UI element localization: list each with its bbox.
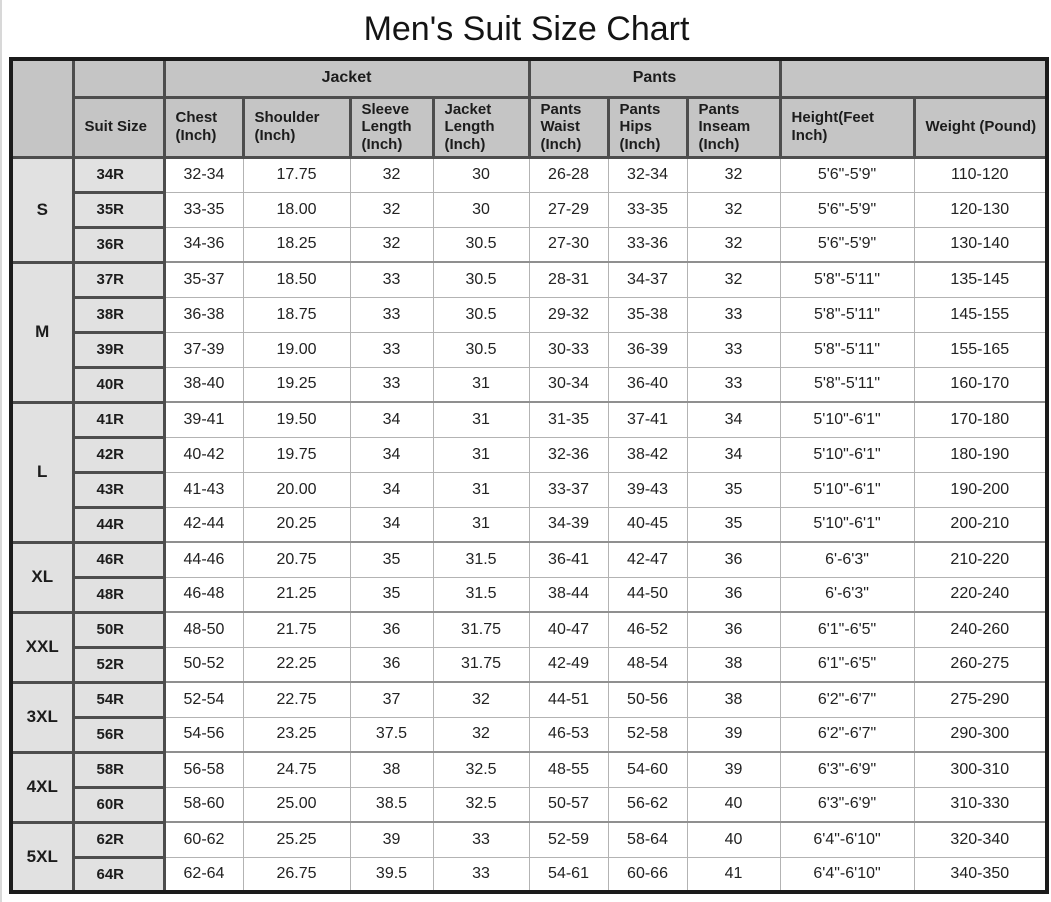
data-cell: 38-44 <box>529 577 608 612</box>
data-cell: 36-41 <box>529 542 608 577</box>
column-header: Chest (Inch) <box>164 97 243 157</box>
data-cell: 32 <box>350 192 433 227</box>
data-cell: 22.25 <box>243 647 350 682</box>
data-cell: 18.75 <box>243 297 350 332</box>
data-cell: 5'8"-5'11" <box>780 262 914 297</box>
data-cell: 260-275 <box>914 647 1047 682</box>
data-cell: 21.25 <box>243 577 350 612</box>
size-cell: 43R <box>73 472 164 507</box>
table-row <box>11 367 1047 402</box>
group-cell: M <box>11 262 73 402</box>
data-cell: 6'4"-6'10" <box>780 822 914 857</box>
data-cell: 34-37 <box>608 262 687 297</box>
table-row <box>11 472 1047 507</box>
data-cell: 180-190 <box>914 437 1047 472</box>
data-cell: 21.75 <box>243 612 350 647</box>
data-cell: 50-56 <box>608 682 687 717</box>
data-cell: 37.5 <box>350 717 433 752</box>
data-cell: 44-46 <box>164 542 243 577</box>
table-row <box>11 612 1047 647</box>
table-row <box>11 507 1047 542</box>
size-cell: 36R <box>73 227 164 262</box>
data-cell: 33-35 <box>608 192 687 227</box>
size-cell: 42R <box>73 437 164 472</box>
pants-band-header: Pants <box>529 59 780 97</box>
data-cell: 20.00 <box>243 472 350 507</box>
data-cell: 36 <box>350 647 433 682</box>
data-cell: 32 <box>350 227 433 262</box>
data-cell: 5'8"-5'11" <box>780 297 914 332</box>
column-header-row <box>11 97 1047 157</box>
column-header: Shoulder (Inch) <box>243 97 350 157</box>
size-cell: 60R <box>73 787 164 822</box>
data-cell: 31.75 <box>433 612 529 647</box>
data-cell: 240-260 <box>914 612 1047 647</box>
data-cell: 32 <box>687 262 780 297</box>
column-header: Pants Waist (Inch) <box>529 97 608 157</box>
table-row <box>11 822 1047 857</box>
data-cell: 34-39 <box>529 507 608 542</box>
size-cell: 58R <box>73 752 164 787</box>
data-cell: 17.75 <box>243 157 350 192</box>
data-cell: 54-56 <box>164 717 243 752</box>
data-cell: 310-330 <box>914 787 1047 822</box>
data-cell: 38.5 <box>350 787 433 822</box>
data-cell: 170-180 <box>914 402 1047 437</box>
data-cell: 30.5 <box>433 262 529 297</box>
data-cell: 6'3"-6'9" <box>780 752 914 787</box>
size-cell: 62R <box>73 822 164 857</box>
data-cell: 5'6"-5'9" <box>780 227 914 262</box>
data-cell: 29-32 <box>529 297 608 332</box>
table-row <box>11 192 1047 227</box>
data-cell: 320-340 <box>914 822 1047 857</box>
data-cell: 25.00 <box>243 787 350 822</box>
suit-size-table <box>9 57 1049 894</box>
data-cell: 36-39 <box>608 332 687 367</box>
data-cell: 6'-6'3" <box>780 542 914 577</box>
data-cell: 54-61 <box>529 857 608 892</box>
data-cell: 36-38 <box>164 297 243 332</box>
data-cell: 50-57 <box>529 787 608 822</box>
data-cell: 40 <box>687 787 780 822</box>
data-cell: 31 <box>433 472 529 507</box>
data-cell: 31-35 <box>529 402 608 437</box>
group-cell: 5XL <box>11 822 73 892</box>
table-row <box>11 297 1047 332</box>
group-cell: 3XL <box>11 682 73 752</box>
group-cell: S <box>11 157 73 262</box>
data-cell: 32 <box>687 157 780 192</box>
table-body <box>11 157 1047 892</box>
data-cell: 58-60 <box>164 787 243 822</box>
table-header <box>11 59 1047 157</box>
table-row <box>11 647 1047 682</box>
size-cell: 46R <box>73 542 164 577</box>
data-cell: 25.25 <box>243 822 350 857</box>
data-cell: 33-35 <box>164 192 243 227</box>
data-cell: 37-41 <box>608 402 687 437</box>
data-cell: 6'1"-6'5" <box>780 647 914 682</box>
data-cell: 33 <box>687 332 780 367</box>
data-cell: 31 <box>433 507 529 542</box>
group-cell: 4XL <box>11 752 73 822</box>
data-cell: 200-210 <box>914 507 1047 542</box>
data-cell: 19.75 <box>243 437 350 472</box>
data-cell: 155-165 <box>914 332 1047 367</box>
size-cell: 39R <box>73 332 164 367</box>
data-cell: 48-50 <box>164 612 243 647</box>
data-cell: 34 <box>350 507 433 542</box>
data-cell: 5'10"-6'1" <box>780 507 914 542</box>
data-cell: 120-130 <box>914 192 1047 227</box>
data-cell: 46-48 <box>164 577 243 612</box>
jacket-band-header: Jacket <box>164 59 529 97</box>
data-cell: 48-55 <box>529 752 608 787</box>
data-cell: 24.75 <box>243 752 350 787</box>
data-cell: 5'10"-6'1" <box>780 472 914 507</box>
data-cell: 39-41 <box>164 402 243 437</box>
data-cell: 32 <box>687 192 780 227</box>
data-cell: 26.75 <box>243 857 350 892</box>
data-cell: 130-140 <box>914 227 1047 262</box>
data-cell: 220-240 <box>914 577 1047 612</box>
data-cell: 30-33 <box>529 332 608 367</box>
data-cell: 33-36 <box>608 227 687 262</box>
data-cell: 110-120 <box>914 157 1047 192</box>
data-cell: 39 <box>687 717 780 752</box>
data-cell: 39 <box>687 752 780 787</box>
data-cell: 30.5 <box>433 297 529 332</box>
data-cell: 36 <box>687 577 780 612</box>
table-row <box>11 787 1047 822</box>
data-cell: 33 <box>350 297 433 332</box>
data-cell: 62-64 <box>164 857 243 892</box>
data-cell: 33 <box>433 822 529 857</box>
data-cell: 40-45 <box>608 507 687 542</box>
data-cell: 6'-6'3" <box>780 577 914 612</box>
data-cell: 35-37 <box>164 262 243 297</box>
data-cell: 32 <box>687 227 780 262</box>
data-cell: 5'8"-5'11" <box>780 367 914 402</box>
suit-size-band-cell <box>73 59 164 97</box>
data-cell: 52-59 <box>529 822 608 857</box>
data-cell: 18.00 <box>243 192 350 227</box>
data-cell: 5'8"-5'11" <box>780 332 914 367</box>
column-header: Height(Feet Inch) <box>780 97 914 157</box>
data-cell: 42-47 <box>608 542 687 577</box>
data-cell: 33 <box>687 367 780 402</box>
table-row <box>11 157 1047 192</box>
data-cell: 44-51 <box>529 682 608 717</box>
data-cell: 5'6"-5'9" <box>780 157 914 192</box>
data-cell: 38-42 <box>608 437 687 472</box>
data-cell: 40-47 <box>529 612 608 647</box>
data-cell: 41-43 <box>164 472 243 507</box>
data-cell: 36 <box>350 612 433 647</box>
data-cell: 33 <box>350 332 433 367</box>
data-cell: 34 <box>350 472 433 507</box>
table-row <box>11 857 1047 892</box>
data-cell: 33-37 <box>529 472 608 507</box>
data-cell: 27-29 <box>529 192 608 227</box>
size-cell: 44R <box>73 507 164 542</box>
data-cell: 32 <box>433 717 529 752</box>
data-cell: 60-62 <box>164 822 243 857</box>
height-weight-band-cell <box>780 59 1047 97</box>
group-cell: L <box>11 402 73 542</box>
data-cell: 48-54 <box>608 647 687 682</box>
data-cell: 160-170 <box>914 367 1047 402</box>
size-cell: 48R <box>73 577 164 612</box>
data-cell: 52-58 <box>608 717 687 752</box>
column-header: Pants Inseam (Inch) <box>687 97 780 157</box>
data-cell: 6'2"-6'7" <box>780 682 914 717</box>
data-cell: 33 <box>350 367 433 402</box>
data-cell: 5'6"-5'9" <box>780 192 914 227</box>
size-cell: 64R <box>73 857 164 892</box>
size-cell: 34R <box>73 157 164 192</box>
data-cell: 32-34 <box>608 157 687 192</box>
data-cell: 18.50 <box>243 262 350 297</box>
data-cell: 38 <box>687 647 780 682</box>
size-cell: 50R <box>73 612 164 647</box>
data-cell: 34-36 <box>164 227 243 262</box>
data-cell: 300-310 <box>914 752 1047 787</box>
data-cell: 28-31 <box>529 262 608 297</box>
table-row <box>11 402 1047 437</box>
data-cell: 31 <box>433 367 529 402</box>
data-cell: 30.5 <box>433 332 529 367</box>
data-cell: 46-53 <box>529 717 608 752</box>
data-cell: 60-66 <box>608 857 687 892</box>
data-cell: 6'3"-6'9" <box>780 787 914 822</box>
data-cell: 35 <box>687 472 780 507</box>
data-cell: 33 <box>433 857 529 892</box>
data-cell: 6'2"-6'7" <box>780 717 914 752</box>
data-cell: 30 <box>433 192 529 227</box>
data-cell: 40-42 <box>164 437 243 472</box>
data-cell: 19.25 <box>243 367 350 402</box>
data-cell: 39.5 <box>350 857 433 892</box>
data-cell: 32 <box>350 157 433 192</box>
data-cell: 32.5 <box>433 752 529 787</box>
corner-cell <box>11 59 73 157</box>
data-cell: 32.5 <box>433 787 529 822</box>
data-cell: 26-28 <box>529 157 608 192</box>
column-header: Pants Hips (Inch) <box>608 97 687 157</box>
size-cell: 40R <box>73 367 164 402</box>
data-cell: 35 <box>350 542 433 577</box>
data-cell: 34 <box>687 402 780 437</box>
data-cell: 19.00 <box>243 332 350 367</box>
data-cell: 290-300 <box>914 717 1047 752</box>
data-cell: 135-145 <box>914 262 1047 297</box>
table-row <box>11 542 1047 577</box>
table-row <box>11 227 1047 262</box>
data-cell: 18.25 <box>243 227 350 262</box>
column-header: Suit Size <box>73 97 164 157</box>
data-cell: 31.5 <box>433 577 529 612</box>
data-cell: 34 <box>687 437 780 472</box>
data-cell: 20.25 <box>243 507 350 542</box>
column-header: Weight (Pound) <box>914 97 1047 157</box>
data-cell: 37-39 <box>164 332 243 367</box>
data-cell: 38 <box>350 752 433 787</box>
column-header: Sleeve Length (Inch) <box>350 97 433 157</box>
table-row <box>11 332 1047 367</box>
data-cell: 40 <box>687 822 780 857</box>
data-cell: 56-62 <box>608 787 687 822</box>
page-title: Men's Suit Size Chart <box>363 10 690 48</box>
size-cell: 56R <box>73 717 164 752</box>
data-cell: 27-30 <box>529 227 608 262</box>
table-row <box>11 262 1047 297</box>
group-cell: XL <box>11 542 73 612</box>
data-cell: 20.75 <box>243 542 350 577</box>
data-cell: 39 <box>350 822 433 857</box>
data-cell: 36 <box>687 542 780 577</box>
table-row <box>11 682 1047 717</box>
data-cell: 30 <box>433 157 529 192</box>
size-cell: 35R <box>73 192 164 227</box>
data-cell: 210-220 <box>914 542 1047 577</box>
data-cell: 39-43 <box>608 472 687 507</box>
data-cell: 30-34 <box>529 367 608 402</box>
data-cell: 145-155 <box>914 297 1047 332</box>
data-cell: 46-52 <box>608 612 687 647</box>
size-cell: 54R <box>73 682 164 717</box>
table-row <box>11 717 1047 752</box>
column-header: Jacket Length (Inch) <box>433 97 529 157</box>
data-cell: 275-290 <box>914 682 1047 717</box>
data-cell: 19.50 <box>243 402 350 437</box>
data-cell: 42-49 <box>529 647 608 682</box>
data-cell: 36-40 <box>608 367 687 402</box>
data-cell: 41 <box>687 857 780 892</box>
data-cell: 32 <box>433 682 529 717</box>
data-cell: 30.5 <box>433 227 529 262</box>
data-cell: 35-38 <box>608 297 687 332</box>
data-cell: 340-350 <box>914 857 1047 892</box>
data-cell: 31 <box>433 437 529 472</box>
data-cell: 35 <box>350 577 433 612</box>
data-cell: 38 <box>687 682 780 717</box>
data-cell: 6'4"-6'10" <box>780 857 914 892</box>
data-cell: 34 <box>350 437 433 472</box>
size-cell: 37R <box>73 262 164 297</box>
data-cell: 44-50 <box>608 577 687 612</box>
size-cell: 52R <box>73 647 164 682</box>
data-cell: 42-44 <box>164 507 243 542</box>
data-cell: 33 <box>350 262 433 297</box>
data-cell: 33 <box>687 297 780 332</box>
table-row <box>11 577 1047 612</box>
data-cell: 23.25 <box>243 717 350 752</box>
data-cell: 50-52 <box>164 647 243 682</box>
data-cell: 31 <box>433 402 529 437</box>
data-cell: 34 <box>350 402 433 437</box>
data-cell: 22.75 <box>243 682 350 717</box>
data-cell: 32-34 <box>164 157 243 192</box>
data-cell: 5'10"-6'1" <box>780 402 914 437</box>
data-cell: 56-58 <box>164 752 243 787</box>
data-cell: 37 <box>350 682 433 717</box>
data-cell: 31.5 <box>433 542 529 577</box>
size-cell: 38R <box>73 297 164 332</box>
data-cell: 58-64 <box>608 822 687 857</box>
data-cell: 35 <box>687 507 780 542</box>
data-cell: 38-40 <box>164 367 243 402</box>
data-cell: 54-60 <box>608 752 687 787</box>
size-cell: 41R <box>73 402 164 437</box>
group-cell: XXL <box>11 612 73 682</box>
data-cell: 31.75 <box>433 647 529 682</box>
data-cell: 5'10"-6'1" <box>780 437 914 472</box>
data-cell: 32-36 <box>529 437 608 472</box>
header-band-row <box>11 59 1047 97</box>
data-cell: 52-54 <box>164 682 243 717</box>
data-cell: 36 <box>687 612 780 647</box>
data-cell: 6'1"-6'5" <box>780 612 914 647</box>
data-cell: 190-200 <box>914 472 1047 507</box>
table-row <box>11 437 1047 472</box>
table-row <box>11 752 1047 787</box>
